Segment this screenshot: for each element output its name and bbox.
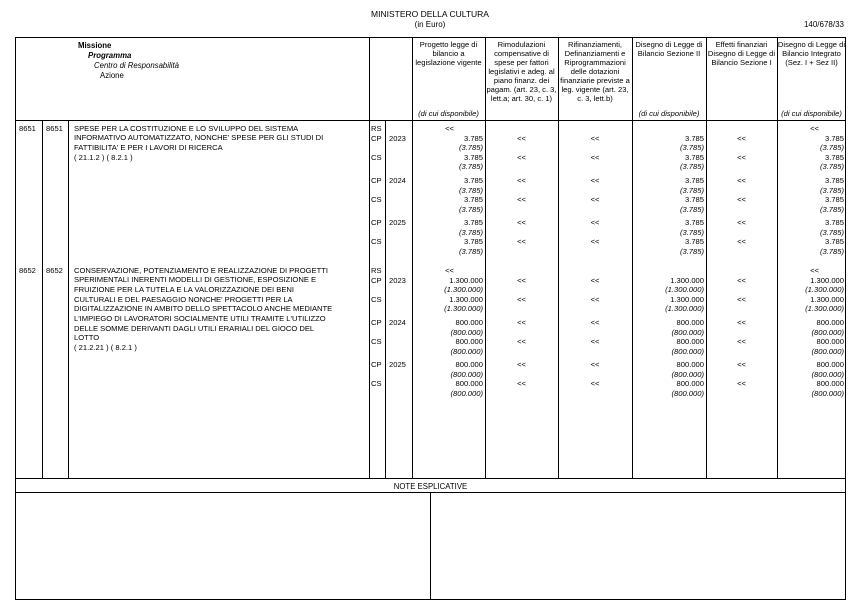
cp-amount: 3.785 <box>824 133 844 143</box>
cs-amount: 3.785 <box>824 152 844 162</box>
cs-nochange-col5: << <box>737 379 746 388</box>
cp-nochange-col3: << <box>590 360 600 369</box>
description-line: FATTIBILITA' E PER I LAVORI DI RICERCA <box>74 142 223 152</box>
cp-amount: 3.785 <box>684 133 704 143</box>
cp-value-col4 <box>632 134 704 153</box>
cp-amount: 1.300.000 <box>670 275 704 285</box>
cs-available-amount: (3.785) <box>458 246 483 256</box>
cp-nochange-col5: << <box>737 360 746 369</box>
column-divider <box>412 37 413 478</box>
cp-available-amount: (3.785) <box>679 143 704 152</box>
cs-available-amount: (800.000) <box>811 346 844 356</box>
cp-value-col1 <box>412 276 483 295</box>
cp-nochange-col3: << <box>590 275 600 285</box>
description-line: CONSERVAZIONE, POTENZIAMENTO E REALIZZAZIONE DI PROGETTI <box>74 265 329 275</box>
cp-available-amount: (1.300.000) <box>665 285 704 294</box>
row-label-rs: RS <box>371 266 382 275</box>
chapter-code: 8651 <box>46 124 63 133</box>
description-line: LOTTO <box>74 333 100 343</box>
chapter-code: 8651 <box>19 124 36 133</box>
cp-amount: 800.000 <box>816 360 844 369</box>
cp-nochange-col5: << <box>737 318 746 327</box>
description-line: SPESE PER LA COSTITUZIONE E LO SVILUPPO DEL SISTEMA <box>74 123 299 133</box>
cp-nochange-col3: << <box>590 318 600 327</box>
cs-value-col1 <box>412 379 483 398</box>
cs-amount: 1.300.000 <box>670 294 704 304</box>
cp-value-col6 <box>777 276 844 295</box>
rs-value-col1: << <box>445 266 454 275</box>
label-azione: Azione <box>100 71 124 80</box>
cs-value-col1 <box>412 195 483 214</box>
cp-amount: 800.000 <box>455 360 483 369</box>
cp-available-amount: (3.785) <box>819 143 844 152</box>
row-label-rs: RS <box>371 124 382 133</box>
cp-value-col4 <box>632 218 704 237</box>
cs-nochange-col3: << <box>590 152 600 162</box>
row-label-cs: CS <box>371 337 382 346</box>
cp-value-col6 <box>777 176 844 195</box>
description-line: FRUIZIONE PER LA TUTELA E LA VALORIZZAZIONE DEI BENI <box>74 284 294 294</box>
cp-nochange-col2: << <box>517 176 526 185</box>
column-divider <box>385 120 386 478</box>
cp-nochange-col5: << <box>737 133 746 143</box>
cs-value-col4 <box>632 295 704 314</box>
cs-amount: 3.785 <box>824 237 844 246</box>
cp-amount: 3.785 <box>463 133 483 143</box>
cp-amount: 3.785 <box>824 218 844 227</box>
cs-value-col6 <box>777 379 844 398</box>
cp-nochange-col5: << <box>737 176 746 185</box>
chapter-code: 8652 <box>19 266 36 275</box>
cs-nochange-col3: << <box>590 195 600 204</box>
row-label-cs: CS <box>371 237 382 246</box>
column-header-4: Disegno di Legge di Bilancio Sezione II <box>635 40 703 58</box>
cp-nochange-col3: << <box>590 133 600 143</box>
cp-available-amount: (800.000) <box>671 369 704 379</box>
cp-available-amount: (3.785) <box>458 143 483 152</box>
notes-title: NOTE ESPLICATIVE <box>393 482 468 491</box>
cs-amount: 3.785 <box>463 237 483 246</box>
cs-available-amount: (800.000) <box>671 346 704 356</box>
year-label: 2025 <box>389 218 406 227</box>
cp-value-col4 <box>632 276 704 295</box>
cs-value-col1 <box>412 337 483 356</box>
cs-available-amount: (3.785) <box>819 246 844 256</box>
cp-value-col1 <box>412 360 483 379</box>
cs-nochange-col3: << <box>590 294 600 304</box>
column-note-6: (di cui disponibile) <box>781 109 842 118</box>
cp-available-amount: (800.000) <box>450 369 483 379</box>
cs-available-amount: (1.300.000) <box>665 304 704 313</box>
cs-amount: 1.300.000 <box>810 294 844 304</box>
column-header-1: Progetto legge di bilancio a legislazione vigente <box>415 40 482 67</box>
cp-available-amount: (3.785) <box>458 185 483 195</box>
cs-available-amount: (1.300.000) <box>444 304 483 313</box>
column-header-3: Rifinanziamenti, Definanziamenti e Riprogrammazioni delle dotazioni finanziarie previste a leg. vigente (art. 23, c. 3, lett.b) <box>560 40 630 103</box>
cp-nochange-col2: << <box>517 275 526 285</box>
cs-available-amount: (800.000) <box>671 388 704 398</box>
cs-nochange-col2: << <box>517 337 526 346</box>
chapter-description <box>74 124 366 163</box>
label-missione: Missione <box>78 41 112 50</box>
column-header-5: Effetti finanziari Disegno di Legge di Bilancio Sezione I <box>707 40 776 67</box>
rs-value-col6: << <box>810 124 819 133</box>
cs-value-col4 <box>632 379 704 398</box>
label-programma: Programma <box>88 51 132 60</box>
column-header-2: Rimodulazioni compensative di spese per fattori legislativi e adeg. al piano finanz. dei pagam. (art. 23, c. 3, lett.a; art. 30, c. 1) <box>486 40 557 103</box>
column-header-6: Disegno di Legge di Bilancio Integrato (Sez. I + Sez II) <box>777 40 846 67</box>
cp-nochange-col2: << <box>517 318 526 327</box>
cp-amount: 1.300.000 <box>810 275 844 285</box>
cp-available-amount: (3.785) <box>679 227 704 237</box>
cs-value-col1 <box>412 237 483 256</box>
cp-value-col4 <box>632 176 704 195</box>
cp-amount: 800.000 <box>676 360 704 369</box>
cp-nochange-col3: << <box>590 176 600 185</box>
cs-amount: 800.000 <box>455 379 483 388</box>
row-label-cp: CP <box>371 218 382 227</box>
year-label: 2024 <box>389 176 406 185</box>
cs-available-amount: (3.785) <box>458 204 483 214</box>
cp-amount: 1.300.000 <box>449 275 483 285</box>
description-line: ( 21.1.2 ) ( 8.2.1 ) <box>74 152 133 162</box>
cs-nochange-col3: << <box>590 379 600 388</box>
cp-available-amount: (1.300.000) <box>444 285 483 294</box>
cp-nochange-col2: << <box>517 133 526 143</box>
row-label-cp: CP <box>371 275 382 285</box>
cp-available-amount: (3.785) <box>819 185 844 195</box>
cs-nochange-col5: << <box>737 152 746 162</box>
cs-available-amount: (3.785) <box>458 162 483 171</box>
row-label-cp: CP <box>371 133 382 143</box>
cs-amount: 3.785 <box>824 195 844 204</box>
description-line: CULTURALI E DEL PAESAGGIO NONCHE' PROGETTI PER LA <box>74 294 293 304</box>
year-label: 2025 <box>389 360 406 369</box>
cp-available-amount: (800.000) <box>811 327 844 337</box>
cs-value-col4 <box>632 237 704 256</box>
column-divider <box>68 120 69 478</box>
row-label-cp: CP <box>371 360 382 369</box>
year-label: 2023 <box>389 275 406 285</box>
cs-value-col4 <box>632 153 704 172</box>
row-label-cp: CP <box>371 176 382 185</box>
cp-value-col4 <box>632 360 704 379</box>
cs-nochange-col3: << <box>590 337 600 346</box>
description-line: SPERIMENTALI INERENTI MODELLI DI GESTIONE, ESPOSIZIONE E <box>74 275 317 285</box>
currency-note: (in Euro) <box>414 20 446 29</box>
cs-available-amount: (1.300.000) <box>805 304 844 313</box>
row-label-cp: CP <box>371 318 382 327</box>
cp-nochange-col2: << <box>517 360 526 369</box>
cp-value-col1 <box>412 218 483 237</box>
cs-available-amount: (800.000) <box>450 346 483 356</box>
row-label-cs: CS <box>371 379 382 388</box>
cp-value-col6 <box>777 360 844 379</box>
chapter-code: 8652 <box>46 266 63 275</box>
cp-available-amount: (3.785) <box>679 185 704 195</box>
cp-available-amount: (800.000) <box>450 327 483 337</box>
cs-amount: 3.785 <box>463 152 483 162</box>
cs-nochange-col5: << <box>737 237 746 246</box>
cs-nochange-col2: << <box>517 294 526 304</box>
cp-nochange-col5: << <box>737 218 746 227</box>
cs-nochange-col3: << <box>590 237 600 246</box>
column-note-1: (di cui disponibile) <box>418 109 479 118</box>
description-line: L'IMPIEGO DI LAVORATORI SOCIALMENTE UTILI TRAMITE L'UTILIZZO <box>74 314 326 324</box>
rs-value-col1: << <box>445 124 454 133</box>
cs-available-amount: (3.785) <box>819 162 844 171</box>
cp-available-amount: (800.000) <box>811 369 844 379</box>
cp-nochange-col2: << <box>517 218 526 227</box>
cs-value-col1 <box>412 295 483 314</box>
cs-nochange-col5: << <box>737 294 746 304</box>
column-divider <box>42 120 43 478</box>
cp-available-amount: (3.785) <box>458 227 483 237</box>
cp-amount: 800.000 <box>816 318 844 327</box>
cp-amount: 3.785 <box>684 176 704 185</box>
description-line: ( 21.2.21 ) ( 8.2.1 ) <box>74 343 137 353</box>
column-divider <box>706 37 707 478</box>
chapter-description <box>74 266 366 353</box>
cs-amount: 800.000 <box>676 337 704 346</box>
cp-amount: 3.785 <box>824 176 844 185</box>
cs-value-col4 <box>632 195 704 214</box>
cp-amount: 800.000 <box>676 318 704 327</box>
cs-amount: 3.785 <box>684 237 704 246</box>
cs-value-col6 <box>777 295 844 314</box>
rs-value-col6: << <box>810 266 819 275</box>
cs-amount: 3.785 <box>463 195 483 204</box>
body-bottom-divider <box>15 478 846 479</box>
cp-value-col6 <box>777 318 844 337</box>
page-reference: 140/678/33 <box>803 20 844 29</box>
label-centro: Centro di Responsabilità <box>94 61 179 70</box>
column-divider <box>485 37 486 478</box>
cp-amount: 800.000 <box>455 318 483 327</box>
cs-amount: 3.785 <box>684 195 704 204</box>
cs-available-amount: (3.785) <box>679 204 704 214</box>
cs-available-amount: (3.785) <box>679 246 704 256</box>
cs-available-amount: (3.785) <box>819 204 844 214</box>
row-label-cs: CS <box>371 195 382 204</box>
cs-nochange-col2: << <box>517 379 526 388</box>
column-divider <box>632 37 633 478</box>
cs-value-col6 <box>777 195 844 214</box>
cp-available-amount: (800.000) <box>671 327 704 337</box>
ministry-title: MINISTERO DELLA CULTURA <box>371 9 489 19</box>
cp-value-col1 <box>412 134 483 153</box>
cp-available-amount: (1.300.000) <box>805 285 844 294</box>
cp-value-col1 <box>412 318 483 337</box>
cs-nochange-col5: << <box>737 337 746 346</box>
cp-value-col6 <box>777 134 844 153</box>
cs-amount: 800.000 <box>455 337 483 346</box>
year-label: 2024 <box>389 318 406 327</box>
cs-amount: 800.000 <box>816 337 844 346</box>
header-divider <box>15 120 846 121</box>
row-label-cs: CS <box>371 294 382 304</box>
cs-nochange-col2: << <box>517 195 526 204</box>
cs-nochange-col2: << <box>517 237 526 246</box>
cs-available-amount: (800.000) <box>811 388 844 398</box>
cp-amount: 3.785 <box>463 176 483 185</box>
cp-value-col1 <box>412 176 483 195</box>
description-line: DIGITALIZZAZIONE IN AMBITO DELLO SPETTACOLO ANCHE MEDIANTE <box>74 304 333 314</box>
cs-nochange-col5: << <box>737 195 746 204</box>
description-line: DELLE SOMME DERIVANTI DAGLI UTILI ERARIALI DEL GIOCO DEL <box>74 323 315 333</box>
cp-amount: 3.785 <box>684 218 704 227</box>
cp-amount: 3.785 <box>463 218 483 227</box>
column-divider <box>369 37 370 478</box>
cs-available-amount: (3.785) <box>679 162 704 171</box>
column-note-4: (di cui disponibile) <box>638 109 700 118</box>
cs-amount: 1.300.000 <box>449 294 483 304</box>
cs-value-col1 <box>412 153 483 172</box>
cs-value-col6 <box>777 337 844 356</box>
notes-split <box>430 492 431 600</box>
cs-value-col4 <box>632 337 704 356</box>
cp-available-amount: (3.785) <box>819 227 844 237</box>
row-label-cs: CS <box>371 152 382 162</box>
cs-value-col6 <box>777 153 844 172</box>
cs-amount: 800.000 <box>816 379 844 388</box>
year-label: 2023 <box>389 133 406 143</box>
column-divider <box>558 37 559 478</box>
cs-value-col6 <box>777 237 844 256</box>
cs-amount: 800.000 <box>676 379 704 388</box>
cs-amount: 3.785 <box>684 152 704 162</box>
column-divider <box>777 37 778 478</box>
cp-nochange-col5: << <box>737 275 746 285</box>
cp-nochange-col3: << <box>590 218 600 227</box>
cs-available-amount: (800.000) <box>450 388 483 398</box>
cp-value-col6 <box>777 218 844 237</box>
cp-value-col4 <box>632 318 704 337</box>
cs-nochange-col2: << <box>517 152 526 162</box>
hierarchy-legend <box>78 41 179 81</box>
description-line: INFORMATIVO AUTOMATIZZATO, NONCHE' SPESE PER GLI STUDI DI <box>74 133 324 143</box>
